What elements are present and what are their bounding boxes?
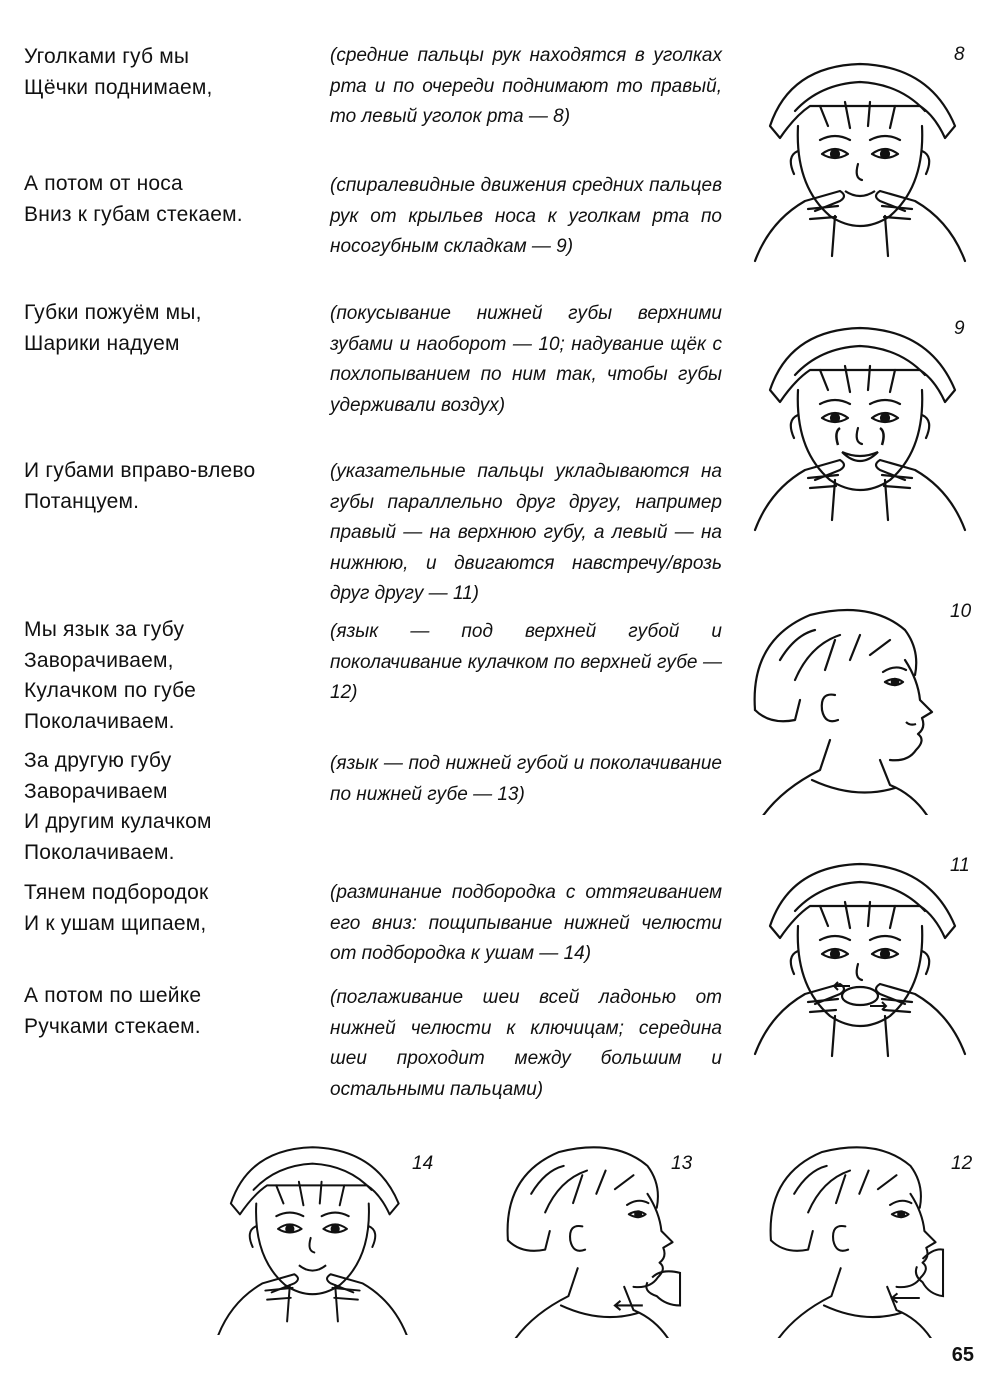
verse-line: Вниз к губам стекаем. — [24, 202, 243, 226]
verse-6 — [24, 746, 319, 868]
figure-number-12: 12 — [951, 1153, 973, 1174]
verse-2 — [24, 169, 319, 230]
verse-line: Поколачиваем. — [24, 709, 175, 733]
note-6: (язык — под нижней губой и поколачивание по нижней губе — 13) — [330, 753, 722, 805]
note-8: (поглаживание шеи всей ладонью от нижней челюсти к ключицам; середина шеи проходит между большим и остальными пальцами) — [330, 987, 722, 1100]
figure-number-9: 9 — [954, 318, 965, 339]
verse-3 — [24, 298, 319, 359]
verse-8 — [24, 981, 319, 1042]
verse-line: Шарики надуем — [24, 331, 180, 355]
figure-number-11: 11 — [950, 855, 970, 876]
verse-7 — [24, 878, 319, 939]
illustration-figure-14 — [205, 1140, 420, 1335]
figure-number-14: 14 — [412, 1153, 434, 1174]
verse-line: Заворачиваем, — [24, 648, 174, 672]
note-2: (спиралевидные движения средних пальцев рук от крыльев носа к уголкам рта по носогубным складкам — 9) — [330, 175, 722, 257]
note-5: (язык — под верхней губой и поколачивание кулачком по верхней губе — 12) — [330, 621, 722, 703]
verse-line: А потом по шейке — [24, 984, 202, 1007]
illustration-figure-12 — [740, 1138, 960, 1338]
figure-number-13: 13 — [671, 1153, 693, 1174]
verse-line: И другим кулачком — [24, 810, 212, 833]
verse-line: Щёчки поднимаем, — [24, 75, 213, 99]
note-3: (покусывание нижней губы верхними зубами и наоборот — 10; надувание щёк с похлопыванием по ним так, чтобы губы удерживали воздух) — [330, 303, 722, 416]
figure-number-8: 8 — [954, 44, 965, 65]
verse-line: За другую губу — [24, 749, 172, 772]
verse-line: Тянем подбородок — [24, 881, 209, 904]
figure-number-10: 10 — [950, 601, 972, 622]
note-4: (указательные пальцы укладываются на губы параллельно друг другу, например правый — на верхнюю губу, а левый — на нижнюю, и двигаются навстречу/врозь друг другу — 11) — [330, 461, 722, 604]
verse-line: А потом от носа — [24, 172, 183, 195]
verse-5 — [24, 615, 319, 737]
verse-line: Потанцуем. — [24, 489, 140, 513]
verse-4 — [24, 456, 319, 517]
verse-line: Губки пожуём мы, — [24, 301, 202, 324]
verse-1 — [24, 42, 319, 103]
verse-line: Мы язык за губу — [24, 618, 185, 641]
illustration-figure-9 — [750, 320, 970, 535]
illustration-figure-13 — [487, 1138, 687, 1338]
verse-line: Уголками губ мы — [24, 45, 190, 68]
verse-line: И губами вправо-влево — [24, 459, 256, 482]
verse-line: Заворачиваем — [24, 779, 168, 803]
verse-line: Поколачиваем. — [24, 840, 175, 864]
note-7: (разминание подбородка с оттягиванием его вниз: пощипывание нижней челюсти от подбородка к ушам — 14) — [330, 882, 722, 964]
note-1: (средние пальцы рук находятся в уголках рта и по очереди поднимают то правый, то левый уголок рта — 8) — [330, 45, 722, 127]
verse-line: И к ушам щипаем, — [24, 911, 207, 935]
illustration-figure-11 — [750, 856, 970, 1071]
verse-line: Ручками стекаем. — [24, 1014, 201, 1038]
illustration-figure-10 — [740, 600, 940, 815]
illustration-figure-8 — [750, 56, 970, 271]
verse-line: Кулачком по губе — [24, 679, 197, 702]
page-number: 65 — [951, 1344, 974, 1366]
